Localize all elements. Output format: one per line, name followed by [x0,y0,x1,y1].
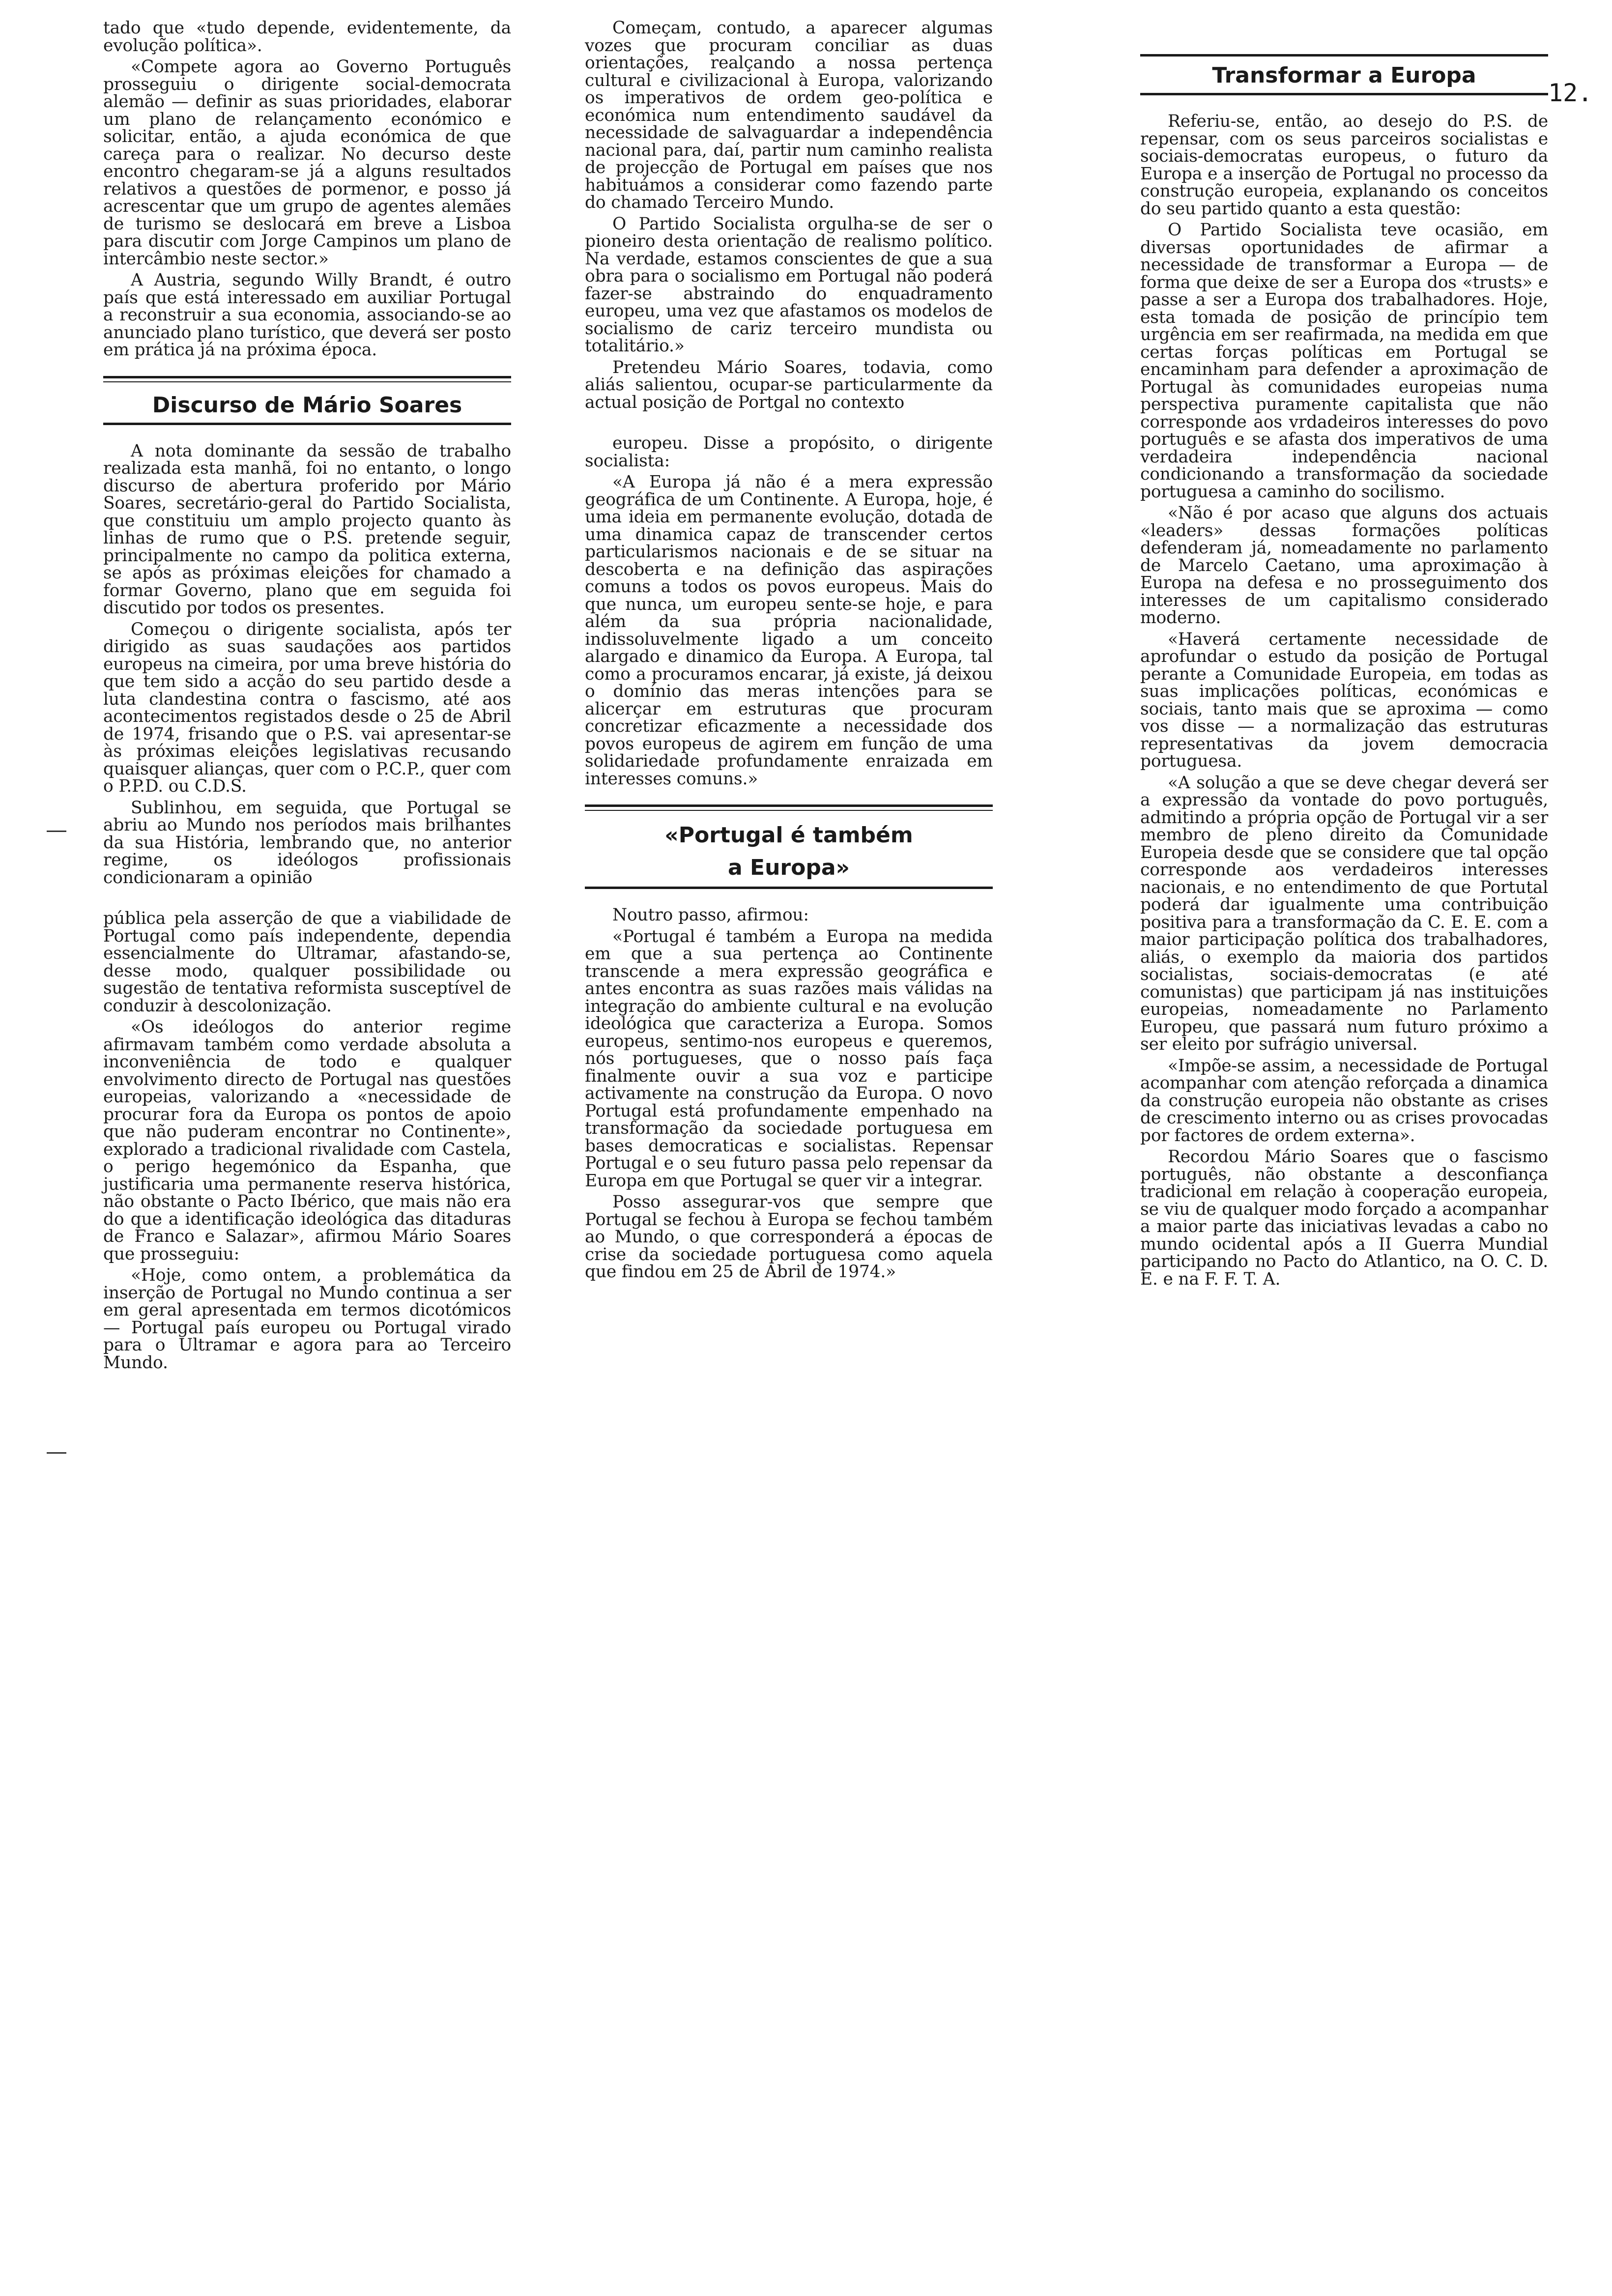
section-rule [103,381,511,382]
margin-mark [47,1452,66,1454]
article-paragraph: «A Europa já não é a mera expressão geográfica de um Continente. A Europa, hoje, é uma ideia em permanente evolução, dotada de uma dinamica capaz de transcender certos particularismos nacionais e de se situar na descoberta e na definição das aspirações comuns a todos os povos europeus. Mais do que nunca, um europeu sente-se hoje, e para além da sua própria nacionalidade, indissoluvelmente ligado a um conceito alargado e dinamico da Europa. A Europa, tal como a procuramos encarar, já existe, já deixou o domínio das meras intenções para se alicerçar em estruturas que procuram concretizar eficazmente a necessidade dos povos europeus de agirem em função de uma solidariedade profundamente enraizada em interesses comuns.» [585,472,993,789]
section-heading-portugal-line1: «Portugal é também [664,823,913,848]
column-2 [585,20,993,1285]
section-rule [585,804,993,807]
article-paragraph: «Compete agora ao Governo Português prosseguiu o dirigente social-democrata alemão — definir as suas prioridades, elaborar um plano de relançamento económico e solicitar, então, a ajuda económica de que careça para o realizar. No decurso deste encontro chegaram-se já a alguns resultados relativos a questões de pormenor, e posso já acrescentar que um grupo de agentes alemães de turismo se deslocará em breve a Lisboa para discutir com Jorge Campinos um plano de intercâmbio neste sector.» [103,57,511,269]
article-paragraph: «Os ideólogos do anterior regime afirmavam também como verdade absoluta a inconveniência de todo e qualquer envolvimento directo de Portugal nas questões europeias, valorizando a «necessidade de procurar fora da Europa os pontos de apoio que não puderam encontrar no Continente», explorado a tradicional rivalidade com Castela, o perigo hegemónico da Espanha, que justificaria uma permanente reserva histórica, não obstante o Pacto Ibérico, que mais não era do que a identificação ideológica das ditaduras de Franco e Salazar», afirmou Mário Soares que prosseguiu: [103,1017,511,1264]
article-paragraph: «Haverá certamente necessidade de aprofundar o estudo da posição de Portugal perante a Comunidade Europeia, em todas as suas implicações políticas, económicas e sociais, tanto mais que se aproxima — como vos disse — a normalização das estruturas representativas da jovem democracia portuguesa. [1140,629,1548,771]
column-1 [103,20,511,1376]
section-rule [585,810,993,811]
article-paragraph: Começam, contudo, a aparecer algumas vozes que procuram conciliar as duas orientações, realçando a nossa pertença cultural e civilizacional à Europa, valorizando os imperativos de ordem geo-política e económica num entendimento saudável da necessidade de salvaguardar a independência nacional para, daí, partir num caminho realista de projecção de Portugal em países que nos habituámos a considerar como fazendo parte do chamado Terceiro Mundo. [585,18,993,212]
article-paragraph: «Não é por acaso que alguns dos actuais «leaders» dessas formações políticas defenderam já, nomeadamente no parlamento de Marcelo Caetano, uma aproximação à Europa na defesa e no prosseguimento dos interesses de um capitalismo considerado moderno. [1140,503,1548,628]
article-paragraph: Noutro passo, afirmou: [612,905,809,925]
article-paragraph: Sublinhou, em seguida, que Portugal se abriu ao Mundo nos períodos mais brilhantes da sua História, lembrando que, no anterior regime, os ideólogos profissionais condicionaram a opinião [103,798,511,888]
heading-underline [585,887,993,889]
heading-underline [103,423,511,425]
section-rule [103,376,511,378]
article-paragraph: «A solução a que se deve chegar deverá ser a expressão da vontade do povo português, admitindo a própria opção de Portugal vir a ser membro de pleno direito da Comunidade Europeia desde que se considere que tal opção corresponde aos verdadeiros interesses nacionais, e no entendimento de que Portutal poderá dar igualmente uma contribuição positiva para a transformação da C. E. E. com a maior participação política dos trabalhadores, aliás, o exemplo da maioria dos partidos socialistas, sociais-democratas (e até comunistas) que participam já nas instituições europeias, nomeadamente no Parlamento Europeu, que passará num futuro próximo a ser eleito por sufrágio universal. [1140,773,1548,1054]
article-paragraph: «Portugal é também a Europa na medida em que a sua pertença ao Continente transcende a mera expressão geográfica e antes encontra as suas razões mais válidas na integração do ambiente cultural e na evolução ideológica que caracteriza a Europa. Somos europeus, sentimo-nos europeus e queremos, nós portugueses, que o nosso país faça finalmente ouvir a sua voz e participe activamente na construção da Europa. O novo Portugal está profundamente empenhado na transformação da sociedade portuguesa em bases democraticas e socialistas. Repensar Portugal e o seu futuro passa pelo repensar da Europa em que Portugal se quer vir a integrar. [585,926,993,1191]
article-paragraph: Posso assegurar-vos que sempre que Portugal se fechou à Europa se fechou também ao Mundo, o que corresponderá a épocas de crise da sociedade portuguesa como aquela que findou em 25 de Abril de 1974.» [585,1192,993,1282]
article-paragraph: Pretendeu Mário Soares, todavia, como aliás salientou, ocupar-se particularmente da actual posição de Portgal no contexto [585,357,993,412]
article-paragraph: A Austria, segundo Willy Brandt, é outro país que está interessado em auxiliar Portugal a reconstruir a sua economia, associando-se ao anunciado plano turístico, que deverá ser posto em prática já na próxima época. [103,270,511,360]
section-heading-portugal-line2: a Europa» [728,855,850,880]
section-rule [1140,54,1548,57]
column-3 [1140,20,1548,1292]
article-paragraph: A nota dominante da sessão de trabalho realizada esta manhã, foi no entanto, o longo discurso de abertura proferido por Mário Soares, secretário-geral do Partido Socialista, que constituiu um amplo projecto quanto às linhas de rumo que o P.S. pretende seguir, principalmente no campo da politica externa, se após as próximas eleições for chamado a formar Governo, plano que em seguida foi discutido por todos os presentes. [103,441,511,618]
article-paragraph: pública pela asserção de que a viabilidade de Portugal como país independente, dependia essencialmente do Ultramar, afastando-se, desse modo, qualquer possibilidade ou sugestão de tentativa reformista susceptível de conduzir à descolonização. [103,909,511,1016]
section-heading-transformar: Transformar a Europa [1212,63,1476,88]
column-break [585,415,993,435]
article-paragraph: Recordou Mário Soares que o fascismo português, não obstante a desconfiança tradicional em relação à cooperação europeia, se viu de qualquer modo forçado a acompanhar a maior parte das iniciativas levadas a cabo no mundo ocidental após a II Guerra Mundial participando no Pacto do Atlantico, na O. C. D. E. e na F. F. T. A. [1140,1147,1548,1289]
page-number: 12. [1548,79,1593,107]
article-paragraph: «Hoje, como ontem, a problemática da inserção de Portugal no Mundo continua a ser em geral apresentada em termos dicotómicos — Portugal país europeu ou Portugal virado para o Ultramar e agora para ao Terceiro Mundo. [103,1265,511,1373]
article-paragraph: O Partido Socialista teve ocasião, em diversas oportunidades de afirmar a necessidade de transformar a Europa — de forma que deixe de ser a Europa dos «trusts» e passe a ser a Europa dos trabalhadores. Hoje, esta tomada de posição de princípio tem urgência em ser reafirmada, na medida em que certas forças políticas em Portugal se encaminham para defender a aproximação de Portugal às comunidades europeias numa perspectiva puramente capitalista que não corresponde aos vrdadeiros interesses do povo português e se afasta dos imperativos de uma verdadeira independência nacional condicionando a transformação da sociedade portuguesa a caminho do socilismo. [1140,220,1548,502]
article-paragraph: «Impõe-se assim, a necessidade de Portugal acompanhar com atenção reforçada a dinamica da construção europeia não obstante as crises de crescimento interno ou as crises provocadas por factores de ordem externa». [1140,1056,1548,1146]
article-paragraph: europeu. Disse a propósito, o dirigente socialista: [585,433,993,471]
heading-underline [1140,93,1548,95]
column-break [103,890,511,910]
article-paragraph: tado que «tudo depende, evidentemente, da evolução política». [103,18,511,56]
margin-mark [47,831,66,832]
article-paragraph: O Partido Socialista orgulha-se de ser o pioneiro desta orientação de realismo político. Na verdade, estamos conscientes de que a sua obra para o socialismo em Portugal não poderá fazer-se abstraindo do enquadramento europeu, uma vez que afastamos os modelos de socialismo de cariz terceiro mundista ou totalitário.» [585,214,993,356]
section-heading-discurso: Discurso de Mário Soares [152,392,462,418]
article-paragraph: Começou o dirigente socialista, após ter dirigido as suas saudações aos partidos europeus na cimeira, por uma breve história do que tem sido a acção do seu partido desde a luta clandestina contra o fascismo, até aos acontecimentos registados desde o 25 de Abril de 1974, frisando que o P.S. vai apresentar-se às próximas eleições legislativas recusando quaisquer alianças, quer com o P.C.P., quer com o P.P.D. ou C.D.S. [103,619,511,796]
article-paragraph: Referiu-se, então, ao desejo do P.S. de repensar, com os seus parceiros socialistas e sociais-democratas europeus, o futuro da Europa e a inserção de Portugal no processo da construção europeia, explanando os conceitos do seu partido quanto a esta questão: [1140,112,1548,219]
